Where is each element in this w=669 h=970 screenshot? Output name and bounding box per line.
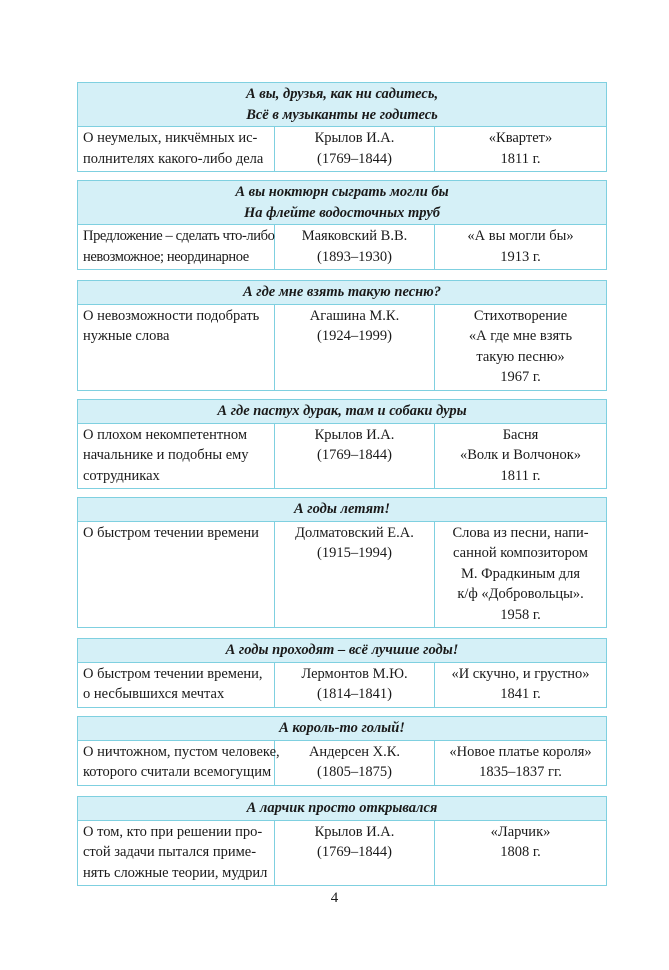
meaning-line: начальнике и подобны ему: [83, 447, 249, 463]
entry-author: [275, 304, 435, 390]
meaning-line: Предложение – сделать что-либо: [83, 228, 275, 244]
entry-meaning: [78, 127, 275, 172]
entry-source: [435, 521, 607, 628]
entry-title: [78, 797, 607, 821]
meaning-line: стой задачи пытался приме-: [83, 844, 257, 860]
source-line: «Ларчик»: [490, 823, 551, 840]
entry-table-4: [77, 497, 607, 628]
author-name: Лермонтов М.Ю.: [301, 665, 408, 682]
entry-table-7: [77, 796, 607, 886]
author-name: Долматовский Е.А.: [295, 524, 414, 541]
author-years: (1769–1844): [317, 150, 392, 167]
entry-title: [78, 400, 607, 424]
entry-meaning: [78, 423, 275, 489]
entry-meaning: [78, 225, 275, 270]
entry-source: [435, 225, 607, 270]
source-line: 1913 г.: [500, 248, 541, 265]
meaning-line: о несбывшихся мечтах: [83, 686, 225, 702]
entry-meaning: [78, 662, 275, 707]
meaning-line: сотрудниках: [83, 467, 160, 484]
author-name: Андерсен Х.К.: [308, 743, 401, 760]
source-line: 1835–1837 гг.: [479, 764, 562, 780]
meaning-line: О невозможности подобрать: [83, 307, 260, 324]
source-line: «А вы могли бы»: [467, 228, 574, 244]
author-name: Агашина М.К.: [309, 307, 400, 324]
entry-author: [275, 423, 435, 489]
meaning-line: О быстром течении времени,: [83, 665, 263, 682]
entry-table-2: [77, 280, 607, 391]
entry-meaning: [78, 740, 280, 785]
meaning-line: О плохом некомпетентном: [83, 426, 248, 443]
entry-title: [78, 498, 607, 522]
entry-meaning: [78, 521, 275, 628]
entry-title: [78, 281, 607, 305]
meaning-line: О ничтожном, пустом человеке,: [83, 743, 280, 760]
title-line: А ларчик просто открывался: [246, 800, 438, 816]
entry-source: [435, 820, 607, 886]
source-line: М. Фрадкиным для: [460, 565, 581, 582]
title-line: На флейте водосточных труб: [243, 204, 441, 221]
source-line: «И скучно, и грустно»: [451, 665, 590, 682]
entry-author: [275, 820, 435, 886]
entry-source: [435, 662, 607, 707]
author-years: (1924–1999): [317, 328, 392, 344]
source-line: такую песню»: [476, 348, 565, 365]
source-line: 1811 г.: [500, 150, 541, 167]
author-years: (1814–1841): [317, 686, 392, 702]
meaning-line: нять сложные теории, мудрил: [83, 864, 268, 881]
entry-table-0: [77, 82, 607, 172]
source-line: 1808 г.: [500, 844, 541, 860]
title-line: А вы ноктюрн сыграть могли бы: [235, 184, 449, 200]
entry-source: [435, 423, 607, 489]
title-line: А король-то голый!: [279, 720, 405, 736]
meaning-line: невозможное; неординарное: [83, 248, 249, 265]
author-name: Крылов И.А.: [314, 130, 395, 146]
source-line: 1841 г.: [500, 686, 541, 702]
source-line: санной композитором: [453, 545, 588, 561]
entry-source: [435, 304, 607, 390]
source-line: 1967 г.: [500, 369, 541, 385]
meaning-line: полнителях какого-либо дела: [83, 150, 264, 167]
title-line: А вы, друзья, как ни садитесь,: [245, 86, 439, 102]
source-line: Басня: [502, 426, 539, 443]
entry-title: [78, 83, 607, 127]
entry-table-1: [77, 180, 607, 270]
entry-title: [78, 639, 607, 663]
entry-meaning: [78, 820, 275, 886]
entry-author: [275, 521, 435, 628]
entry-author: [275, 662, 435, 707]
entry-table-5: [77, 638, 607, 708]
source-line: 1811 г.: [500, 467, 541, 484]
author-years: (1805–1875): [317, 764, 392, 780]
title-line: А где мне взять такую песню?: [242, 284, 442, 300]
source-line: «Новое платье короля»: [449, 743, 592, 760]
title-line: А годы летят!: [293, 501, 391, 517]
source-line: 1958 г.: [500, 606, 541, 623]
entry-table-3: [77, 399, 607, 489]
entry-author: [275, 127, 435, 172]
meaning-line: О неумелых, никчёмных ис-: [83, 130, 258, 146]
entry-title: [78, 717, 607, 741]
author-years: (1769–1844): [317, 447, 392, 463]
source-line: Стихотворение: [473, 307, 568, 324]
entry-author: [275, 225, 435, 270]
entry-source: [435, 127, 607, 172]
source-line: «А где мне взять: [468, 328, 573, 344]
entry-table-6: [77, 716, 607, 786]
author-name: Крылов И.А.: [314, 823, 395, 840]
entry-meaning: [78, 304, 275, 390]
source-line: «Волк и Волчонок»: [459, 447, 582, 463]
author-years: (1769–1844): [317, 844, 392, 860]
title-line: А годы проходят – всё лучшие годы!: [225, 642, 459, 658]
title-line: А где пастух дурак, там и собаки дуры: [217, 403, 467, 419]
author-years: (1893–1930): [317, 248, 392, 265]
source-line: Слова из песни, напи-: [452, 524, 589, 541]
entry-author: [275, 740, 435, 785]
page-number: 4: [330, 890, 339, 906]
entry-source: [435, 740, 607, 785]
author-name: Маяковский В.В.: [301, 228, 408, 244]
author-years: (1915–1994): [317, 545, 392, 561]
title-line: Всё в музыканты не годитесь: [246, 106, 438, 123]
meaning-line: нужные слова: [83, 328, 170, 344]
entry-title: [78, 181, 607, 225]
meaning-line: О том, кто при решении про-: [83, 823, 263, 840]
meaning-line: которого считали всемогущим: [83, 764, 272, 780]
author-name: Крылов И.А.: [314, 426, 395, 443]
source-line: «Квартет»: [488, 130, 553, 146]
meaning-line: О быстром течении времени: [83, 524, 259, 541]
source-line: к/ф «Добровольцы».: [457, 586, 584, 602]
